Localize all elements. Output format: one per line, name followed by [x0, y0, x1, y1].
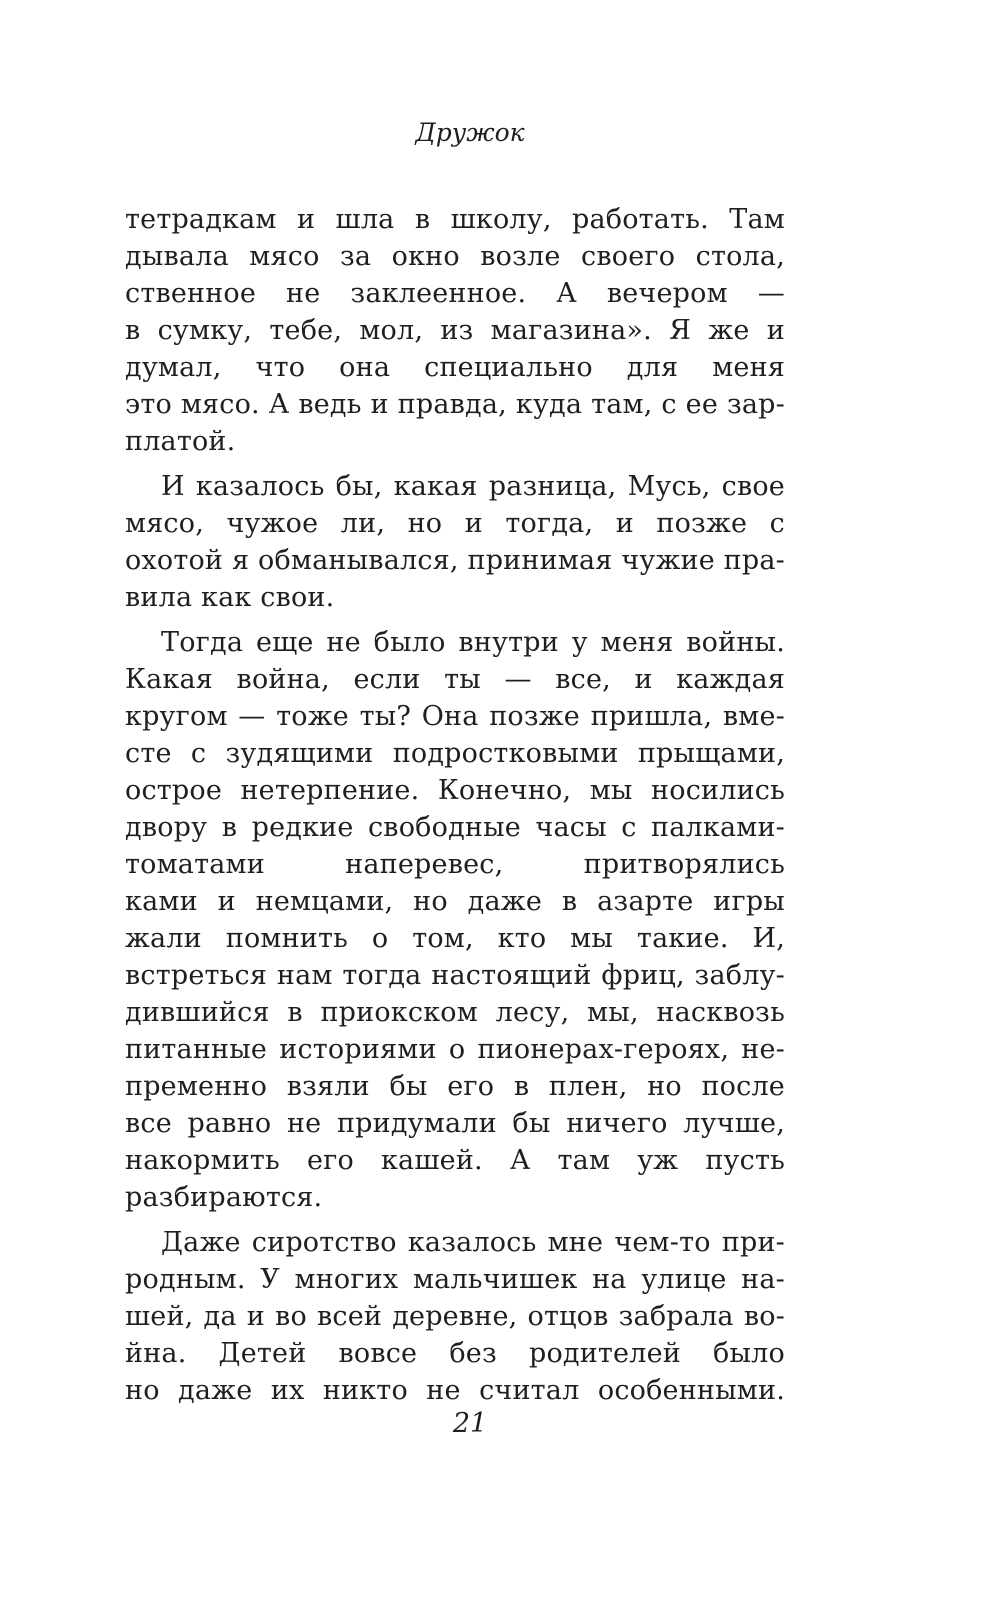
text-line: Какая война, если ты — все, и каждая	[125, 664, 785, 695]
paragraph	[125, 468, 785, 616]
text-line: но даже их никто не считал особенными.	[125, 1375, 785, 1406]
text-line: йна. Детей вовсе без родителей было	[125, 1338, 785, 1369]
text-line: Тогда еще не было внутри у меня войны.	[161, 627, 785, 658]
text-line: сте с зудящими подростковыми прыщами,	[125, 738, 785, 769]
text-line: дывала мясо за окно возле своего стола,	[125, 241, 785, 272]
text-line: дившийся в приокском лесу, мы, насквозь	[125, 997, 785, 1028]
text-line: родным. У многих мальчишек на улице на-	[125, 1264, 785, 1295]
text-line: пременно взяли бы его в плен, но после	[125, 1071, 785, 1102]
text-line: Даже сиротство казалось мне чем-то при-	[161, 1227, 785, 1258]
paragraph	[125, 624, 785, 1216]
text-line: тетрадкам и шла в школу, работать. Там	[125, 204, 785, 235]
text-line: кругом — тоже ты? Она позже пришла, вме-	[125, 701, 785, 732]
page-number: 21	[452, 1408, 488, 1439]
text-line: томатами наперевес, притворялись	[125, 849, 785, 880]
paragraph	[125, 1224, 785, 1409]
text-line: встреться нам тогда настоящий фриц, заблу-	[125, 960, 785, 991]
text-line: жали помнить о том, кто мы такие. И,	[125, 923, 785, 954]
text-line: ками и немцами, но даже в азарте игры	[125, 886, 785, 917]
text-line: И казалось бы, какая разница, Мусь, свое	[161, 471, 785, 502]
body-text	[125, 201, 785, 1409]
paragraph	[125, 201, 785, 460]
text-line: платой.	[125, 426, 236, 457]
text-line: это мясо. А ведь и правда, куда там, с ее зар-	[125, 389, 785, 420]
text-line: питанные историями о пионерах-героях, не-	[125, 1034, 785, 1065]
text-line: разбираются.	[125, 1182, 323, 1213]
text-line: в сумку, тебе, мол, из магазина». Я же и	[125, 315, 785, 346]
text-line: шей, да и во всей деревне, отцов забрала во-	[125, 1301, 785, 1332]
text-line: двору в редкие свободные часы с палками-	[125, 812, 785, 843]
text-line: накормить его кашей. А там уж пусть	[125, 1145, 785, 1176]
text-line: думал, что она специально для меня	[125, 352, 785, 383]
text-line: все равно не придумали бы ничего лучше,	[125, 1108, 785, 1139]
running-head: Дружок	[415, 118, 525, 147]
text-line: ственное не заклеенное. А вечером —	[125, 278, 785, 309]
text-line: охотой я обманывался, принимая чужие пра-	[125, 545, 785, 576]
text-line: острое нетерпение. Конечно, мы носились	[125, 775, 785, 806]
text-line: вила как свои.	[125, 582, 335, 613]
text-line: мясо, чужое ли, но и тогда, и позже с	[125, 508, 785, 539]
